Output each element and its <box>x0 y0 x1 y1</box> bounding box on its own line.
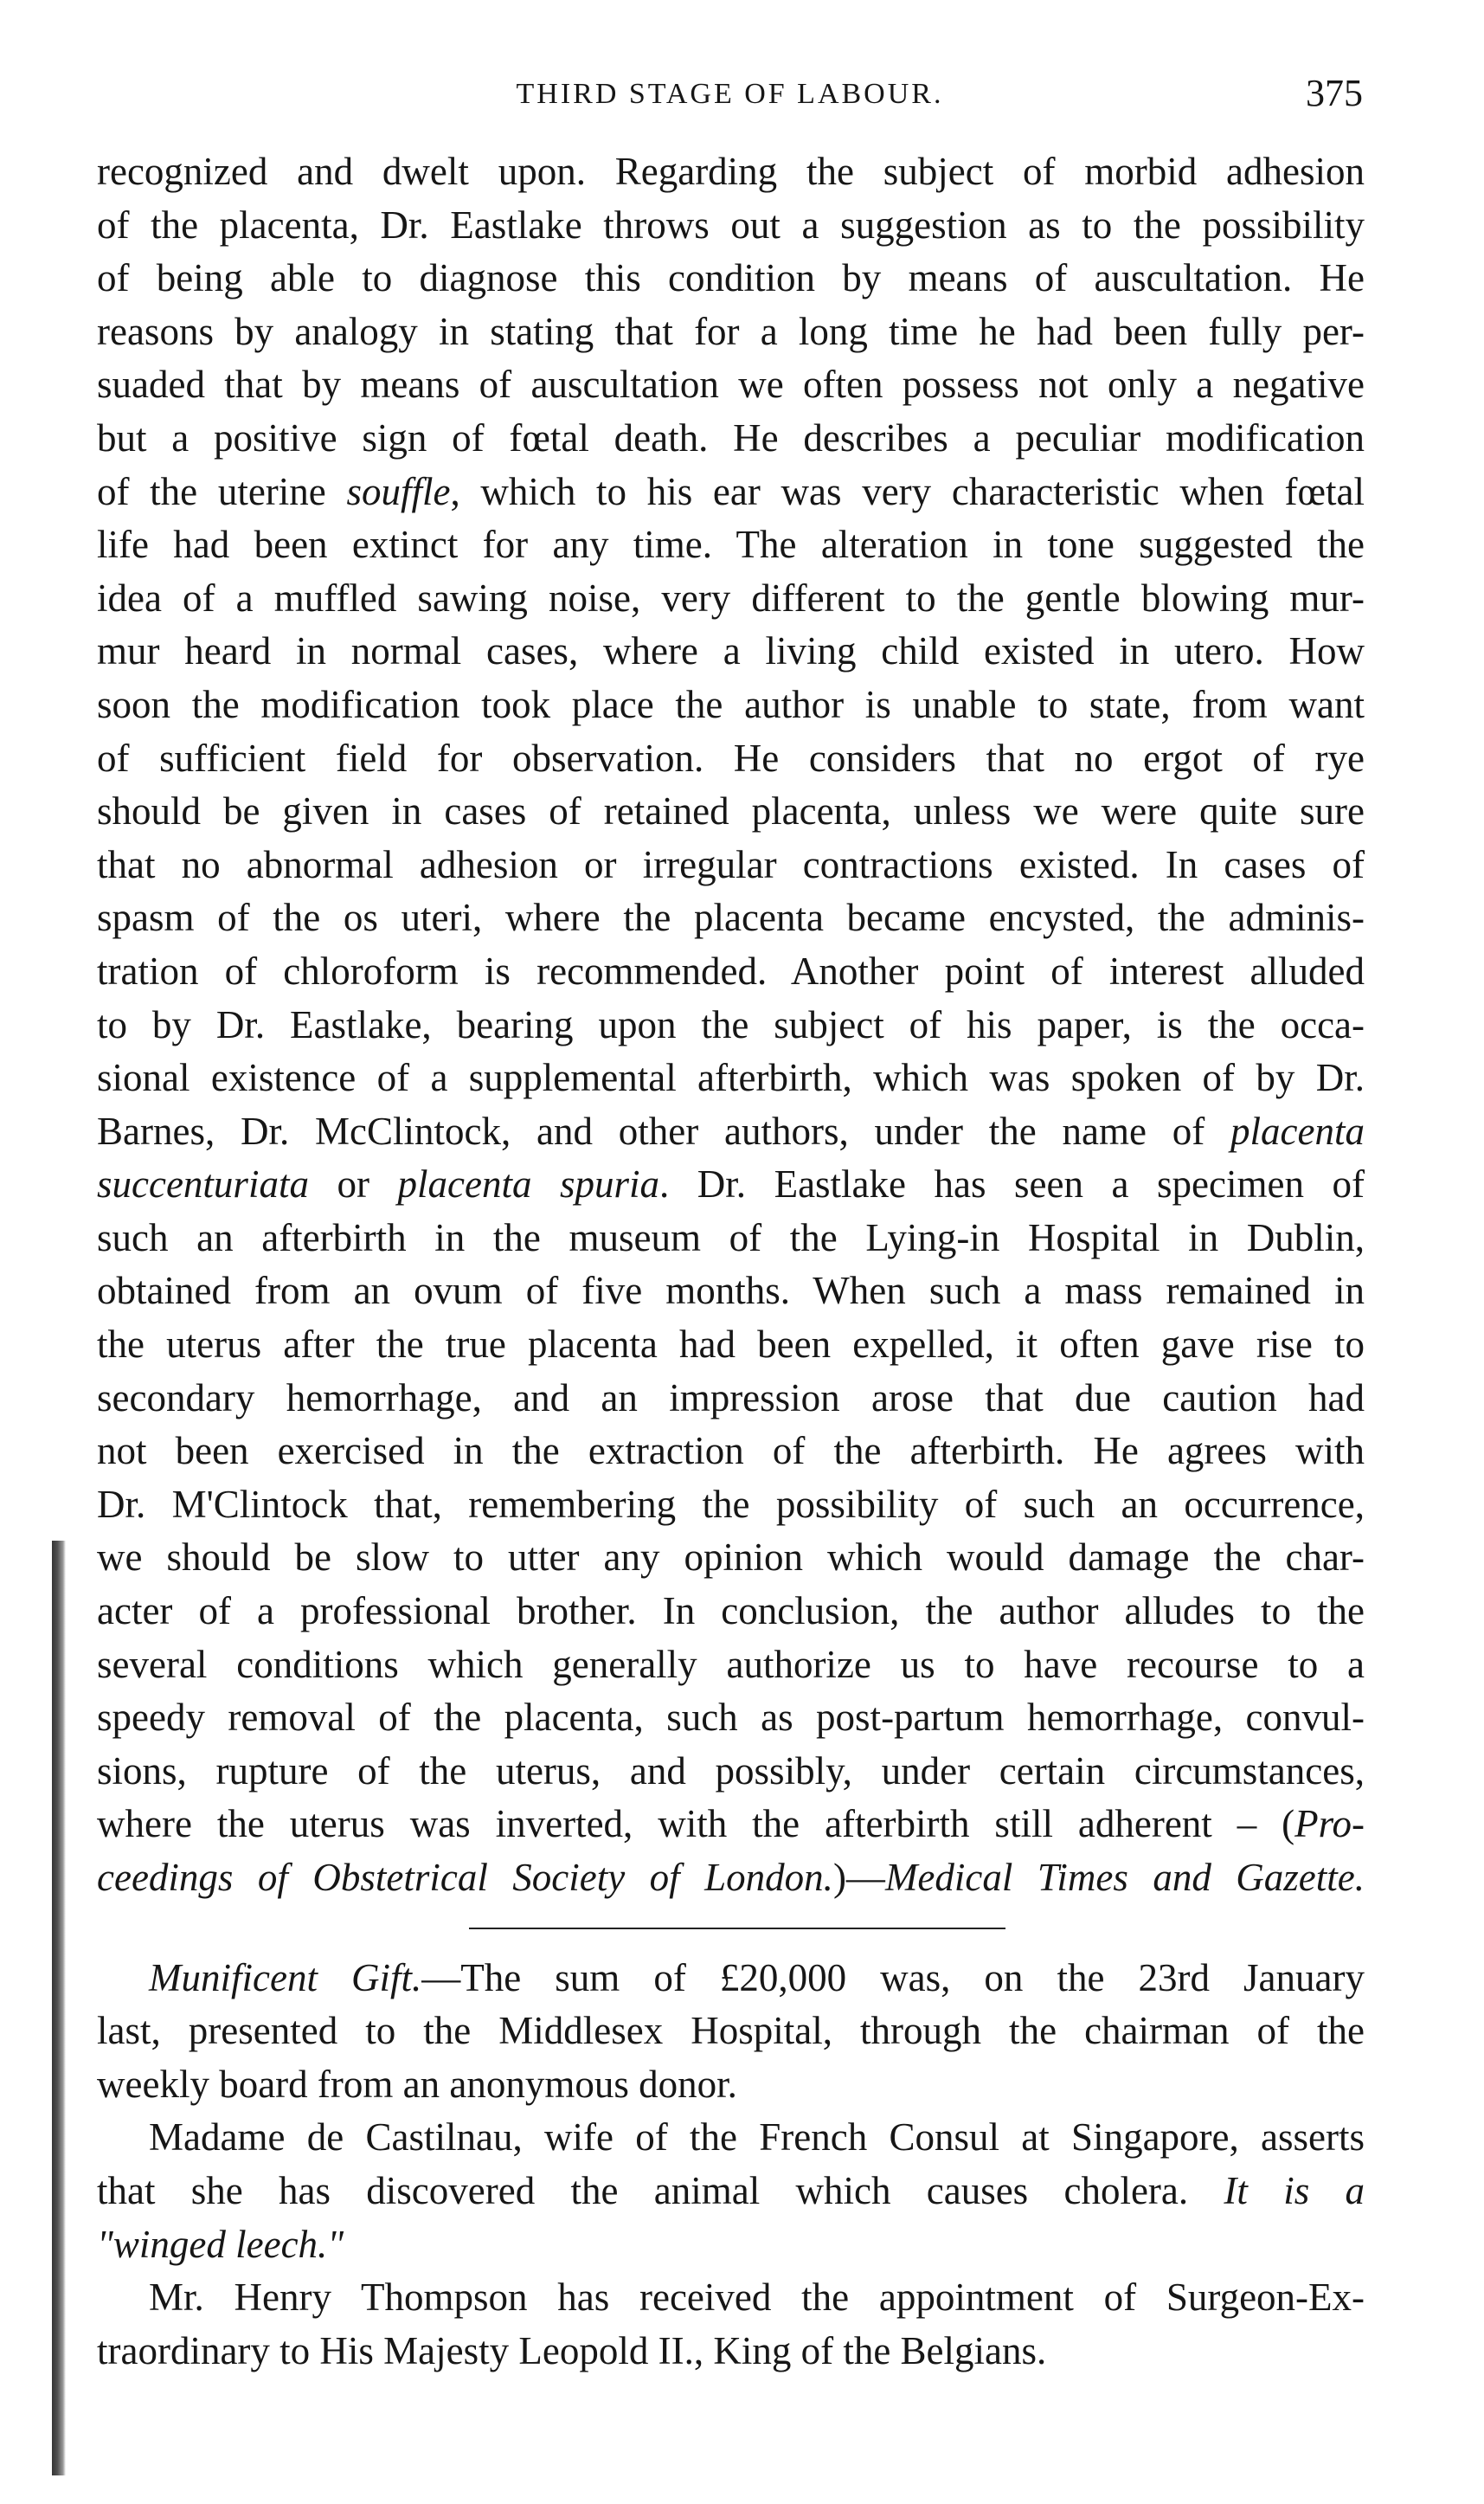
italic-term: succenturiata <box>97 1162 309 1207</box>
italic-term: placenta <box>1230 1109 1365 1153</box>
text-line <box>97 1798 1365 1851</box>
text-line: traordinary to His Majesty Leopold II., King of the Belgians. <box>97 2328 1047 2372</box>
italic-phrase: It is a <box>1224 2168 1365 2212</box>
text-line: idea of a muffled sawing noise, very different to the gentle blowing mur- <box>97 576 1365 620</box>
text-run: of the uterine <box>97 469 347 513</box>
text-line: obtained from an ovum of five months. When such a mass remained in <box>97 1269 1365 1313</box>
text-line: of sufficient field for observation. He considers that no ergot of rye <box>97 736 1365 780</box>
text-line: Madame de Castilnau, wife of the French Consul at Singapore, asserts <box>149 2115 1365 2160</box>
italic-term: placenta spuria <box>397 1162 660 1207</box>
paragraph-cholera <box>97 2111 1365 2271</box>
text-line: that no abnormal adhesion or irregular contractions existed. In cases of <box>97 842 1365 886</box>
text-line: suaded that by means of auscultation we often possess not only a negative <box>97 363 1365 407</box>
text-line: sions, rupture of the uterus, and possibly, under certain circumstances, <box>97 1748 1365 1793</box>
section-divider <box>97 1905 1365 1952</box>
italic-phrase: "winged leech." <box>97 2222 344 2266</box>
text-line: the uterus after the true placenta had been expelled, it often gave rise to <box>97 1323 1365 1367</box>
text-run: )— <box>832 1856 885 1899</box>
text-run: or <box>308 1162 398 1207</box>
text-line: weekly board from an anonymous donor. <box>97 2062 737 2106</box>
text-line: not been exercised in the extraction of the afterbirth. He agrees with <box>97 1429 1365 1473</box>
text-run: , which to his ear was very characteristic when fœtal <box>450 469 1365 513</box>
text-line: spasm of the os uteri, where the placenta became encysted, the adminis- <box>97 896 1365 940</box>
text-line: should be given in cases of retained placenta, unless we were quite sure <box>97 789 1365 834</box>
text-line <box>97 1952 1365 2005</box>
paragraph-thompson <box>97 2271 1365 2378</box>
text-line: recognized and dwelt upon. Regarding the subject of morbid adhesion <box>97 150 1365 193</box>
text-run: Barnes, Dr. McClintock, and other authors, under the name of <box>97 1109 1231 1153</box>
paragraph-eastlake <box>97 145 1365 1905</box>
italic-term: Pro- <box>1294 1802 1365 1846</box>
text-line <box>97 1851 1365 1905</box>
page-number: 375 <box>1306 72 1363 114</box>
item-heading: Munificent Gift. <box>149 1955 422 1999</box>
paragraph-munificent-gift <box>97 1952 1365 2112</box>
binding-shadow <box>52 1541 66 2475</box>
text-run: that she has discovered the animal which causes cholera. <box>97 2168 1224 2212</box>
text-line: we should be slow to utter any opinion which would damage the char- <box>97 1535 1365 1580</box>
text-line <box>97 1105 1365 1159</box>
citation-title: ceedings of Obstetrical Society of London. <box>97 1856 833 1899</box>
text-line: such an afterbirth in the museum of the Lying-in Hospital in Dublin, <box>97 1215 1365 1259</box>
italic-term: souffle <box>346 469 451 513</box>
text-line: reasons by analogy in stating that for a long time he had been fully per- <box>97 309 1365 353</box>
text-line: but a positive sign of fœtal death. He describes a peculiar modification <box>97 415 1365 460</box>
text-line: several conditions which generally authorize us to have recourse to a <box>97 1642 1365 1686</box>
text-line <box>97 1158 1365 1212</box>
text-line: secondary hemorrhage, and an impression arose that due caution had <box>97 1375 1365 1419</box>
text-line: speedy removal of the placenta, such as post-partum hemorrhage, convul- <box>97 1696 1365 1740</box>
text-line: last, presented to the Middlesex Hospital, through the chairman of the <box>97 2009 1365 2053</box>
text-line <box>97 2165 1365 2218</box>
text-run: where the uterus was inverted, with the afterbirth still adherent – ( <box>97 1802 1295 1846</box>
citation-journal: Medical Times and Gazette. <box>884 1856 1365 1899</box>
text-run: . Dr. Eastlake has seen a specimen of <box>659 1162 1365 1207</box>
text-line: to by Dr. Eastlake, bearing upon the subject of his paper, is the occa- <box>97 1002 1365 1046</box>
text-line: mur heard in normal cases, where a living child existed in utero. How <box>97 629 1365 673</box>
text-line: of being able to diagnose this condition by means of auscultation. He <box>97 256 1365 300</box>
text-line: of the placenta, Dr. Eastlake throws out a suggestion as to the possibility <box>97 203 1365 247</box>
running-head <box>97 68 1363 119</box>
running-title: THIRD STAGE OF LABOUR. <box>516 78 944 110</box>
text-line <box>97 466 1365 519</box>
text-line: tration of chloroform is recommended. Another point of interest alluded <box>97 949 1365 993</box>
text-line: soon the modification took place the author is unable to state, from want <box>97 682 1365 726</box>
body-text <box>97 145 1365 2378</box>
text-line: acter of a professional brother. In conclusion, the author alludes to the <box>97 1589 1365 1633</box>
text-run: —The sum of £20,000 was, on the 23rd January <box>421 1955 1365 1999</box>
text-line: sional existence of a supplemental afterbirth, which was spoken of by Dr. <box>97 1056 1365 1100</box>
text-line <box>97 2218 1365 2272</box>
text-line: Mr. Henry Thompson has received the appointment of Surgeon-Ex- <box>149 2275 1365 2320</box>
text-line: life had been extinct for any time. The alteration in tone suggested the <box>97 523 1365 567</box>
text-line: Dr. M'Clintock that, remembering the possibility of such an occurrence, <box>97 1482 1365 1526</box>
